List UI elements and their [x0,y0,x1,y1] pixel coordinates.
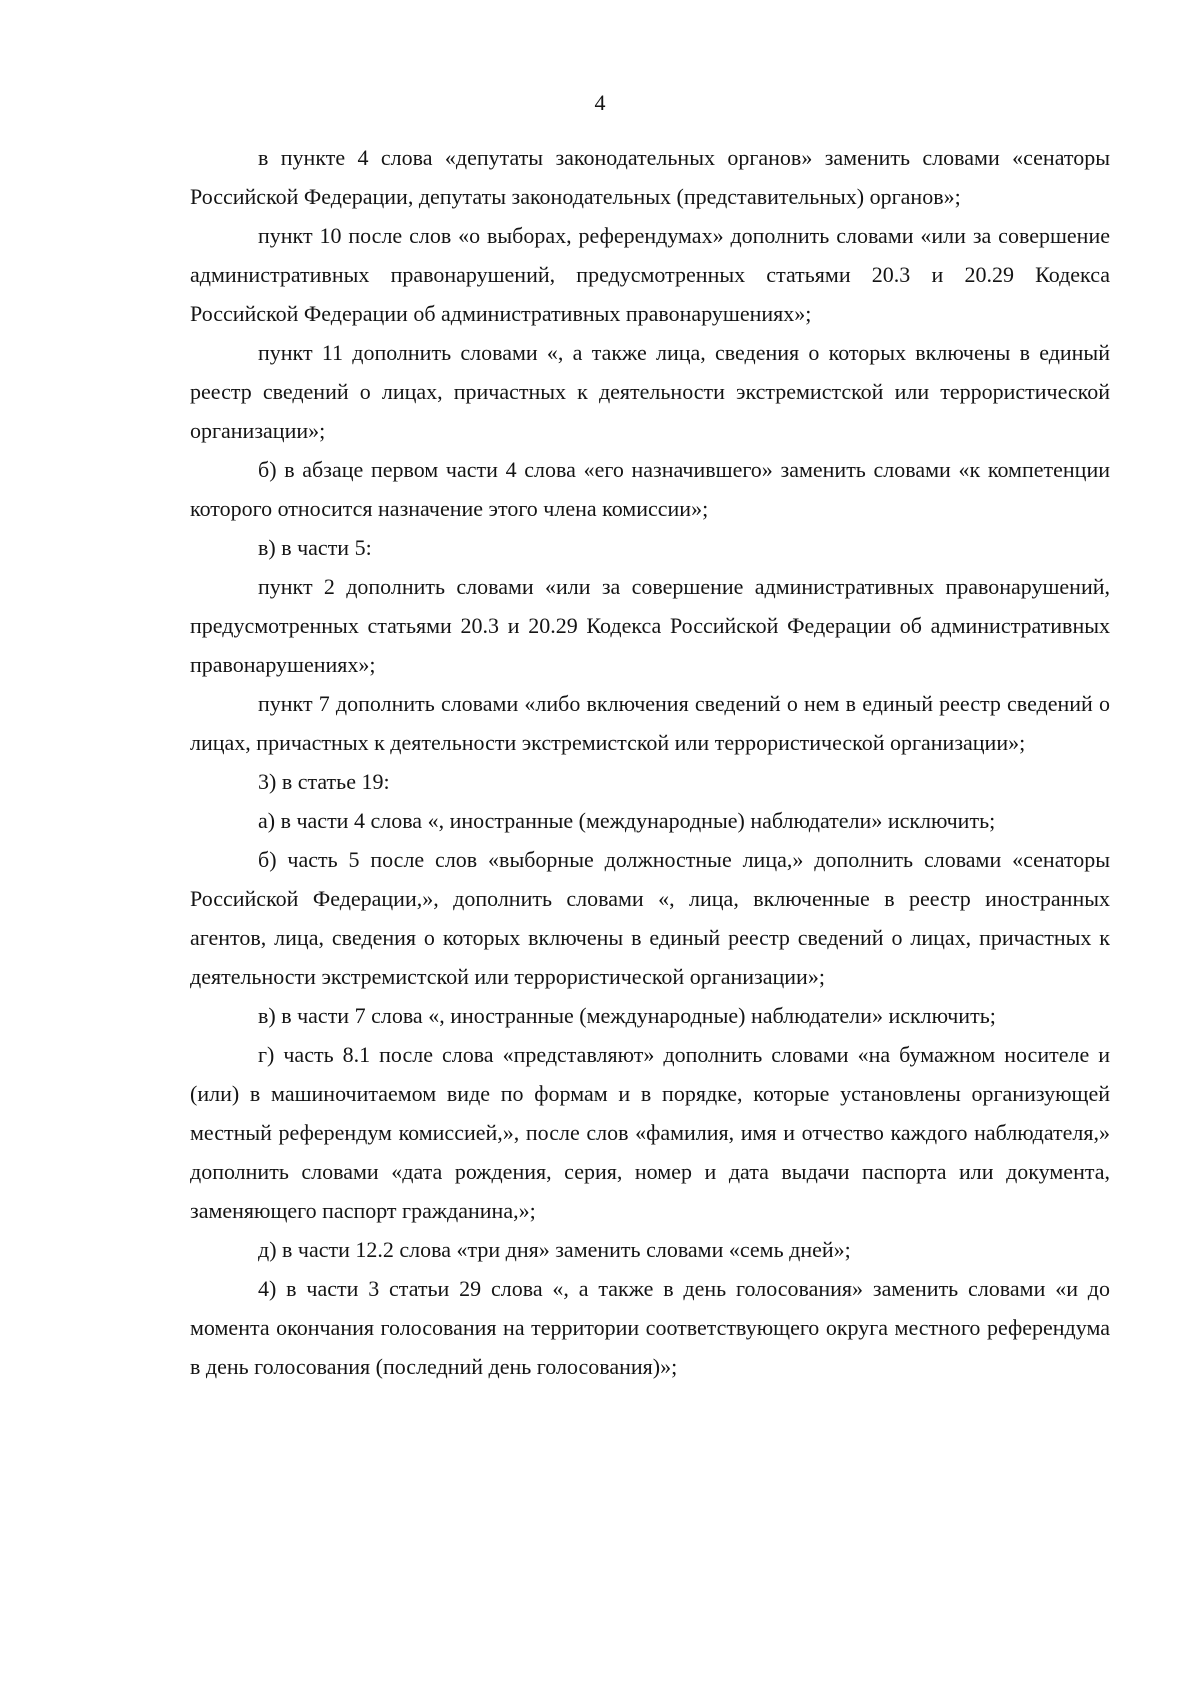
paragraph-1: в пункте 4 слова «депутаты законодательных органов» заменить словами «сенаторы Российской Федерации, депутаты законодательных (представительных) органов»; [190,145,1110,209]
paragraph-5: в) в части 5: [258,535,372,560]
paragraph-11: в) в части 7 слова «, иностранные (международные) наблюдатели» исключить; [258,1003,996,1028]
paragraph-9: а) в части 4 слова «, иностранные (международные) наблюдатели» исключить; [258,808,996,833]
paragraph-12: г) часть 8.1 после слова «представляют» дополнить словами «на бумажном носителе и (или) в машиночитаемом виде по формам и в порядке, которые установлены организующей местный референдум комиссией,», после слов «фамилия, имя и отчество каждого наблюдателя,» дополнить словами «дата рождения, серия, номер и дата выдачи паспорта или документа, заменяющего паспорт гражданина,»; [190,1042,1110,1223]
paragraph-10: б) часть 5 после слов «выборные должностные лица,» дополнить словами «сенаторы Российской Федерации,», дополнить словами «, лица, включенные в реестр иностранных агентов, лица, сведения о которых включены в единый реестр сведений о лицах, причастных к деятельности экстремистской или террористической организации»; [190,847,1110,989]
document-body [190,138,1110,1386]
paragraph-6: пункт 2 дополнить словами «или за совершение административных правонарушений, предусмотренных статьями 20.3 и 20.29 Кодекса Российской Федерации об административных правонарушениях»; [190,574,1110,677]
paragraph-4: б) в абзаце первом части 4 слова «его назначившего» заменить словами «к компетенции которого относится назначение этого члена комиссии»; [190,457,1110,521]
paragraph-3: пункт 11 дополнить словами «, а также лица, сведения о которых включены в единый реестр сведений о лицах, причастных к деятельности экстремистской или террористической организации»; [190,340,1110,443]
page-number: 4 [594,90,606,115]
paragraph-8: 3) в статье 19: [258,769,390,794]
paragraph-14: 4) в части 3 статьи 29 слова «, а также в день голосования» заменить словами «и до момента окончания голосования на территории соответствующего округа местного референдума в день голосования (последний день голосования)»; [190,1276,1110,1379]
paragraph-7: пункт 7 дополнить словами «либо включения сведений о нем в единый реестр сведений о лицах, причастных к деятельности экстремистской или террористической организации»; [190,691,1110,755]
paragraph-13: д) в части 12.2 слова «три дня» заменить словами «семь дней»; [258,1237,851,1262]
paragraph-2: пункт 10 после слов «о выборах, референдумах» дополнить словами «или за совершение административных правонарушений, предусмотренных статьями 20.3 и 20.29 Кодекса Российской Федерации об административных правонарушениях»; [190,223,1110,326]
